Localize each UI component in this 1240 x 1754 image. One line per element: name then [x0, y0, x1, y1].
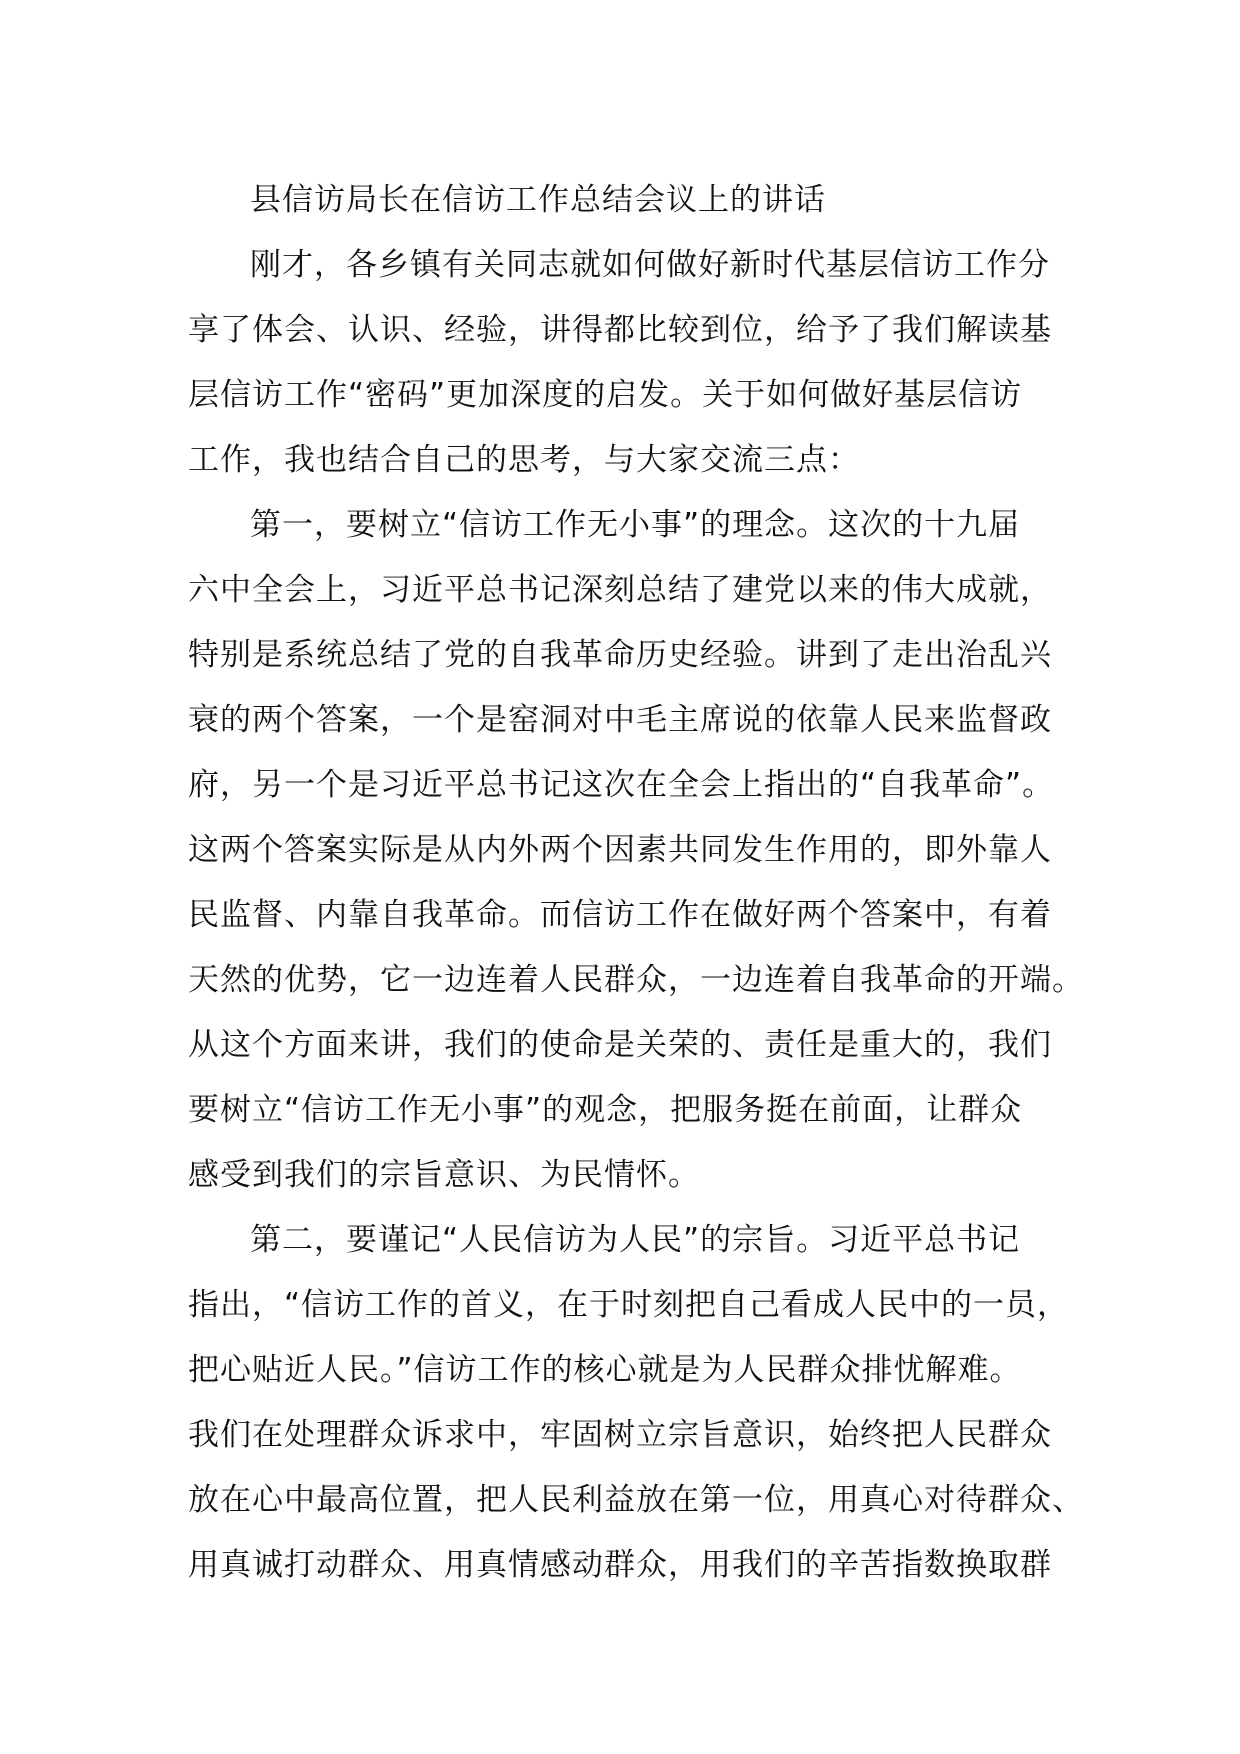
paragraph-line: 工作，我也结合自己的思考，与大家交流三点： [188, 442, 860, 478]
paragraph-line: 第二，要谨记“人民信访为人民”的宗旨。习近平总书记 [250, 1222, 1021, 1258]
paragraph-line: 放在心中最高位置，把人民利益放在第一位，用真心对待群众、 [188, 1482, 1084, 1518]
paragraph-line: 要树立“信访工作无小事”的观念，把服务挺在前面，让群众 [188, 1092, 1023, 1128]
paragraph-line: 第一，要树立“信访工作无小事”的理念。这次的十九届 [250, 507, 1021, 543]
document-page [188, 168, 1088, 1598]
paragraph-line: 府，另一个是习近平总书记这次在全会上指出的“自我革命”。 [188, 767, 1055, 803]
paragraph-line: 天然的优势，它一边连着人民群众，一边连着自我革命的开端。 [188, 962, 1084, 998]
paragraph-line: 享了体会、认识、经验，讲得都比较到位，给予了我们解读基 [188, 312, 1052, 348]
paragraph-line: 层信访工作“密码”更加深度的启发。关于如何做好基层信访 [188, 377, 1023, 413]
document-title: 县信访局长在信访工作总结会议上的讲话 [250, 182, 826, 218]
paragraph-line: 把心贴近人民。”信访工作的核心就是为人民群众排忧解难。 [188, 1352, 1022, 1388]
paragraph-line: 用真诚打动群众、用真情感动群众，用我们的辛苦指数换取群 [188, 1547, 1052, 1583]
paragraph-line: 民监督、内靠自我革命。而信访工作在做好两个答案中，有着 [188, 897, 1052, 933]
paragraph-line: 这两个答案实际是从内外两个因素共同发生作用的，即外靠人 [188, 832, 1052, 868]
paragraph-line: 感受到我们的宗旨意识、为民情怀。 [188, 1157, 700, 1193]
paragraph-line: 衰的两个答案，一个是窑洞对中毛主席说的依靠人民来监督政 [188, 702, 1052, 738]
paragraph-line: 六中全会上，习近平总书记深刻总结了建党以来的伟大成就， [188, 572, 1052, 608]
paragraph-line: 刚才，各乡镇有关同志就如何做好新时代基层信访工作分 [250, 247, 1050, 283]
paragraph-line: 特别是系统总结了党的自我革命历史经验。讲到了走出治乱兴 [188, 637, 1052, 673]
paragraph-line: 我们在处理群众诉求中，牢固树立宗旨意识，始终把人民群众 [188, 1417, 1052, 1453]
paragraph-line: 指出，“信访工作的首义，在于时刻把自己看成人民中的一员， [188, 1287, 1070, 1323]
paragraph-line: 从这个方面来讲，我们的使命是关荣的、责任是重大的，我们 [188, 1027, 1052, 1063]
